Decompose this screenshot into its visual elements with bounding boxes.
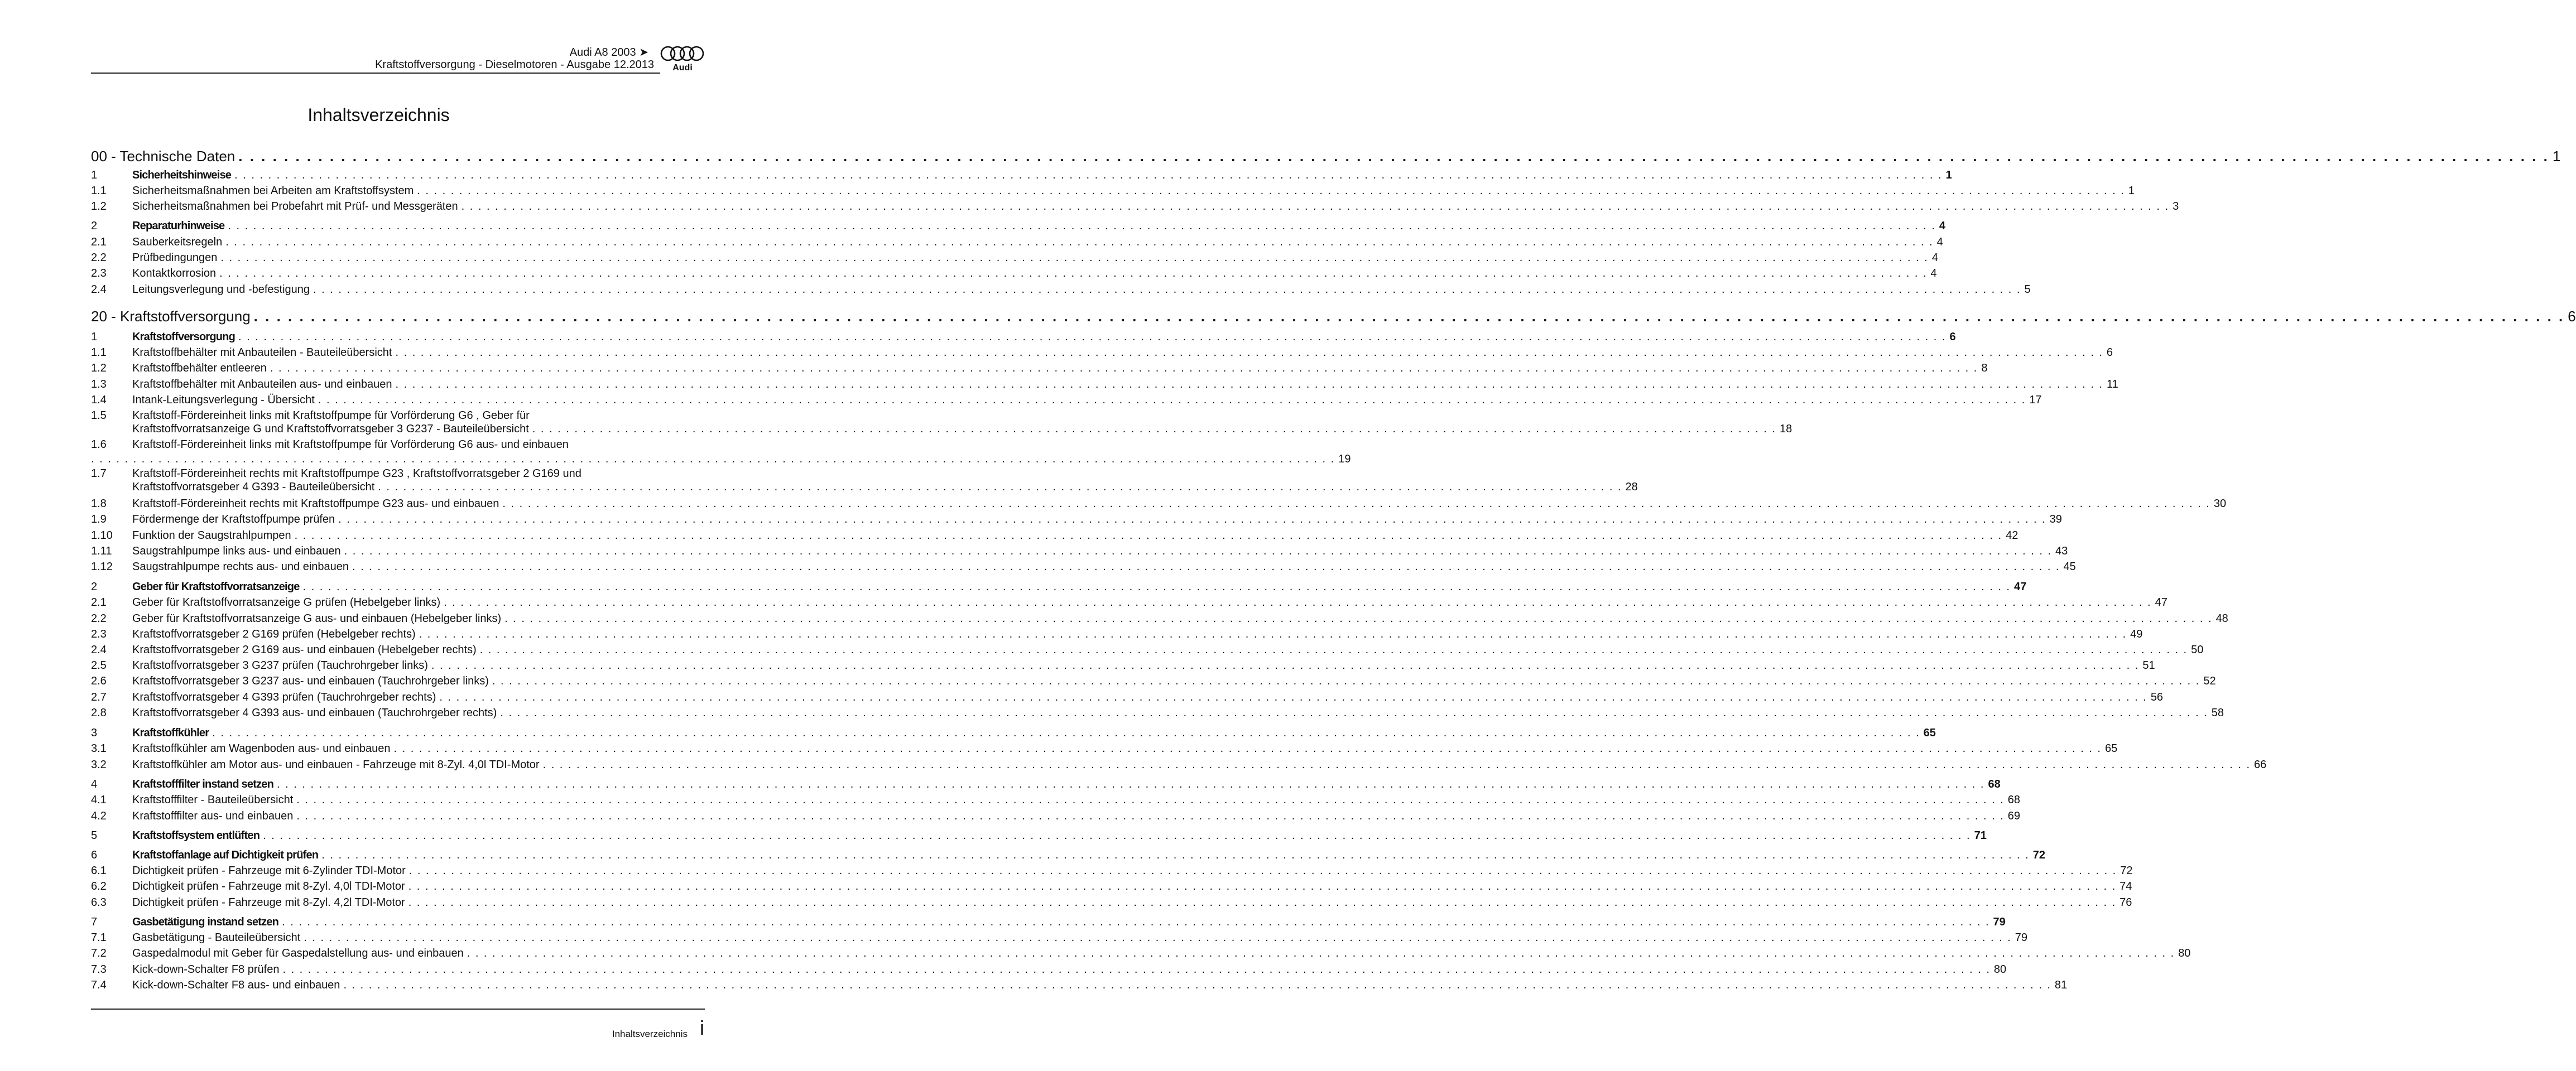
entry-page: 65: [1923, 727, 1936, 739]
entry-number: 1.4: [91, 394, 107, 406]
entry-number: 2.8: [91, 707, 107, 719]
toc-entry[interactable]: [91, 378, 2118, 391]
entry-page: 1: [2128, 185, 2135, 197]
entry-label: Kraftstoffversorgung: [132, 331, 236, 343]
entry-page: 50: [2191, 644, 2204, 656]
leader-dots: [417, 185, 2125, 197]
entry-label: Dichtigkeit prüfen - Fahrzeuge mit 8-Zyl. 4,0l TDI-Motor: [132, 880, 405, 893]
entry-page: 30: [2213, 498, 2227, 510]
entry-number: 7.2: [91, 947, 107, 959]
toc-entry[interactable]: [91, 185, 2135, 197]
entry-page: 4: [1939, 220, 1945, 232]
entry-number: 7.3: [91, 963, 107, 976]
entry-number: 4: [91, 778, 98, 790]
leader-dots: [225, 236, 1933, 249]
entry-page: 28: [1625, 481, 1638, 493]
entry-page: 68: [2007, 794, 2020, 806]
entry-page: 1: [1945, 169, 1952, 181]
toc-entry[interactable]: [91, 498, 2227, 510]
entry-number: 1: [91, 169, 98, 181]
toc-entry[interactable]: [91, 267, 1937, 280]
entry-number: 1.6: [91, 438, 107, 451]
toc-entry[interactable]: [91, 545, 2068, 558]
toc-entry[interactable]: [91, 759, 2267, 771]
toc-entry[interactable]: [91, 742, 2118, 755]
toc-entry[interactable]: [91, 707, 2224, 720]
toc-entry[interactable]: [91, 596, 2168, 609]
leader-dots: [303, 581, 2011, 594]
entry-label: Kraftstoffkühler: [132, 727, 209, 739]
leader-dots: [321, 849, 2029, 862]
leader-dots: [409, 865, 2117, 877]
entry-number: 4.2: [91, 810, 107, 822]
toc-entry[interactable]: [91, 675, 2216, 688]
toc-entry[interactable]: [91, 252, 1938, 264]
entry-number: 1.10: [91, 529, 113, 542]
entry-number: 2.1: [91, 596, 107, 609]
entry-label: Kraftstoffsystem entlüften: [132, 829, 260, 842]
entry-number: 2: [91, 581, 98, 593]
entry-number: 3: [91, 727, 98, 739]
entry-label: Kraftstofffilter - Bauteileübersicht: [132, 794, 294, 806]
entry-page: 80: [1993, 963, 2007, 976]
entry-page: 79: [2015, 932, 2028, 944]
toc-entry[interactable]: [91, 220, 1945, 233]
entry-number: 1.1: [91, 346, 107, 359]
entry-label: Gasbetätigung instand setzen: [132, 916, 279, 928]
entry-page: 47: [2014, 581, 2027, 593]
leader-dots: [492, 675, 2200, 688]
entry-label: Reparaturhinweise: [132, 220, 225, 232]
entry-number: 1.2: [91, 200, 107, 213]
leader-dots: [304, 932, 2011, 944]
entry-number: 3.2: [91, 759, 107, 771]
entry-page: 17: [2029, 394, 2042, 406]
entry-label: Kraftstoffvorratsgeber 2 G169 aus- und einbauen (Hebelgeber rechts): [132, 644, 477, 656]
entry-page: 72: [2032, 849, 2045, 861]
toc-entry[interactable]: [91, 896, 2132, 909]
entry-label: Sicherheitshinweise: [132, 169, 232, 181]
entry-label: Gasbetätigung - Bauteileübersicht: [132, 932, 301, 944]
entry-label: Leitungsverlegung und -befestigung: [132, 283, 310, 296]
leader-dots: [500, 707, 2208, 720]
leader-dots: [467, 947, 2175, 960]
toc-entry[interactable]: [91, 778, 2001, 791]
toc-entry[interactable]: [91, 612, 2228, 625]
entry-page: 6: [1949, 331, 1956, 343]
leader-dots: [318, 394, 2026, 407]
entry-page: 42: [2006, 529, 2018, 542]
leader-dots: [228, 220, 1935, 233]
entry-label: Kraftstofffilter aus- und einbauen: [132, 810, 294, 822]
leader-dots: [220, 252, 1928, 264]
entry-page: 56: [2150, 691, 2164, 703]
leader-dots: [344, 545, 2052, 558]
entry-number: 2.5: [91, 659, 107, 672]
leader-dots: [543, 759, 2251, 771]
leader-dots: [254, 308, 2565, 325]
entry-number: 1: [91, 331, 98, 343]
entry-number: 2.7: [91, 691, 107, 703]
toc-entry[interactable]: [91, 932, 2028, 944]
entry-number: 2.1: [91, 236, 107, 248]
leader-dots: [282, 916, 1989, 929]
entry-page: 69: [2007, 810, 2021, 822]
entry-page: 6: [2106, 346, 2113, 359]
entry-label: Kontaktkorrosion: [132, 267, 217, 279]
leader-dots: [282, 963, 1990, 976]
entry-page: 47: [2155, 596, 2168, 609]
chapter-label: 20 - Kraftstoffversorgung: [91, 308, 251, 325]
entry-number: 2.3: [91, 628, 107, 640]
entry-page: 66: [2254, 759, 2267, 771]
entry-page: 11: [2106, 378, 2118, 390]
toc-entry[interactable]: [91, 829, 1987, 842]
entry-number: 2: [91, 220, 98, 232]
leader-dots: [419, 628, 2127, 641]
entry-label: Dichtigkeit prüfen - Fahrzeuge mit 8-Zyl. 4,2l TDI-Motor: [132, 896, 405, 909]
entry-page: 65: [2104, 742, 2118, 755]
entry-number: 2.2: [91, 252, 107, 264]
toc-entry[interactable]: [91, 865, 2133, 877]
entry-page: 19: [1338, 453, 1351, 465]
entry-label: Kraftstoffvorratsgeber 3 G237 prüfen (Tauchrohrgeber links): [132, 659, 428, 672]
leader-dots: [504, 612, 2212, 625]
entry-label: Sicherheitsmaßnahmen bei Arbeiten am Kraftstoffsystem: [132, 185, 414, 197]
entry-page: 8: [1981, 362, 1988, 374]
entry-label: Kraftstoffanlage auf Dichtigkeit prüfen: [132, 849, 319, 861]
entry-label: Kraftstoffbehälter mit Anbauteilen aus- und einbauen: [132, 378, 392, 390]
leader-dots: [408, 896, 2116, 909]
chapter-page: 6: [2568, 308, 2576, 325]
entry-label: Kraftstoffvorratsgeber 4 G393 aus- und einbauen (Tauchrohrgeber rechts): [132, 707, 497, 719]
leader-dots: [352, 561, 2060, 573]
entry-label: Geber für Kraftstoffvorratsanzeige G prüfen (Hebelgeber links): [132, 596, 441, 609]
entry-number: 2.4: [91, 644, 107, 656]
page-header: [91, 44, 708, 75]
entry-label: Geber für Kraftstoffvorratsanzeige: [132, 581, 300, 593]
header-model: Audi A8 2003 ➤: [569, 46, 648, 59]
entry-label: Intank-Leitungsverlegung - Übersicht: [132, 394, 315, 406]
entry-label: Geber für Kraftstoffvorratsanzeige G aus- und einbauen (Hebelgeber links): [132, 612, 502, 625]
leader-dots: [234, 169, 1942, 182]
entry-page: 45: [2063, 561, 2076, 573]
toc-entry[interactable]: [91, 794, 2020, 807]
entry-label: Saugstrahlpumpe rechts aus- und einbauen: [132, 561, 349, 573]
entry-page: 76: [2120, 896, 2132, 909]
entry-label-line1: Kraftstoff-Fördereinheit links mit Kraftstoffpumpe für Vorförderung G6 aus- und einbauen: [132, 438, 569, 451]
leader-dots: [338, 513, 2046, 526]
toc-entry[interactable]: [91, 236, 1943, 249]
entry-number: 6.2: [91, 880, 107, 893]
entry-number: 5: [91, 829, 98, 842]
toc-entry[interactable]: [91, 691, 2164, 704]
leader-dots: [296, 810, 2004, 823]
entry-page: 51: [2142, 659, 2155, 672]
leader-dots: [277, 778, 1984, 791]
entry-number: 7.4: [91, 979, 107, 991]
entry-number: 1.8: [91, 498, 107, 510]
entry-number: 1.3: [91, 378, 107, 390]
toc-chapter[interactable]: [91, 308, 2576, 325]
leader-dots: [395, 346, 2103, 359]
entry-page: 79: [1993, 916, 2006, 928]
leader-dots: [444, 596, 2151, 609]
entry-label: Kraftstoffbehälter entleeren: [132, 362, 267, 374]
toc-entry[interactable]: [91, 513, 2062, 526]
entry-page: 72: [2120, 865, 2133, 877]
entry-number: 6.3: [91, 896, 107, 909]
entry-page: 18: [1779, 423, 1792, 435]
toc-entry[interactable]: [91, 467, 1638, 496]
toc-entry[interactable]: [91, 880, 2132, 893]
entry-label: Kick-down-Schalter F8 aus- und einbauen: [132, 979, 340, 991]
toc-entry[interactable]: [91, 394, 2042, 407]
entry-label: Prüfbedingungen: [132, 252, 218, 264]
entry-label: Fördermenge der Kraftstoffpumpe prüfen: [132, 513, 335, 525]
toc-entry[interactable]: [91, 346, 2113, 359]
entry-number: 3.1: [91, 742, 107, 755]
toc-entry[interactable]: [91, 200, 2179, 213]
leader-dots: [313, 283, 2021, 296]
entry-number: 1.9: [91, 513, 107, 525]
header-rule: [91, 73, 660, 74]
entry-number: 2.6: [91, 675, 107, 687]
toc-chapter[interactable]: [91, 148, 2561, 165]
entry-number: 2.4: [91, 283, 107, 296]
toc-entry[interactable]: [91, 169, 1952, 182]
entry-number: 1.7: [91, 467, 107, 480]
toc-entry[interactable]: [91, 963, 2007, 976]
toc-entry[interactable]: [91, 947, 2191, 960]
toc-entry[interactable]: [91, 979, 2068, 992]
entry-number: 2.3: [91, 267, 107, 279]
entry-page: 48: [2215, 612, 2228, 625]
footer-rule: [91, 1009, 705, 1010]
entry-label-line1: Kraftstoff-Fördereinheit links mit Kraftstoffpumpe für Vorförderung G6 , Geber für: [132, 409, 530, 422]
leader-dots: [295, 529, 2002, 542]
toc-entry[interactable]: [91, 362, 1988, 375]
entry-number: 4.1: [91, 794, 107, 806]
entry-page: 39: [2049, 513, 2062, 525]
entry-label: Sauberkeitsregeln: [132, 236, 223, 248]
toc-entry[interactable]: [91, 628, 2143, 641]
footer-label: Inhaltsverzeichnis: [612, 1029, 688, 1039]
toc-entry[interactable]: [91, 916, 2006, 929]
leader-dots: [238, 331, 1946, 344]
toc-entry[interactable]: [91, 659, 2155, 672]
audi-logo: [659, 44, 707, 73]
leader-dots: [480, 644, 2188, 657]
entry-label: Kick-down-Schalter F8 prüfen: [132, 963, 280, 976]
toc-title: Inhaltsverzeichnis: [307, 105, 450, 125]
entry-label: Dichtigkeit prüfen - Fahrzeuge mit 6-Zylinder TDI-Motor: [132, 865, 406, 877]
leader-dots: [396, 378, 2103, 391]
entry-number: 7.1: [91, 932, 107, 944]
toc-entry[interactable]: [91, 727, 1936, 740]
toc-entry[interactable]: [91, 810, 2021, 823]
entry-page: 81: [2054, 979, 2068, 991]
toc-entry[interactable]: [91, 849, 2045, 862]
leader-dots: [394, 742, 2102, 755]
entry-page: 5: [2024, 283, 2031, 296]
entry-page: 4: [1930, 267, 1937, 279]
toc-entry[interactable]: [91, 283, 2031, 296]
leader-dots: [532, 423, 1776, 436]
entry-number: 7: [91, 916, 98, 928]
entry-label: Kraftstoffkühler am Motor aus- und einbauen - Fahrzeuge mit 8-Zyl. 4,0l TDI-Motor: [132, 759, 540, 771]
toc-entry[interactable]: [91, 529, 2018, 542]
entry-label: Kraftstofffilter instand setzen: [132, 778, 274, 790]
leader-dots: [408, 880, 2116, 893]
header-subtitle: Kraftstoffversorgung - Dieselmotoren - Ausgabe 12.2013: [375, 59, 654, 71]
entry-label: Kraftstoffvorratsgeber 2 G169 prüfen (Hebelgeber rechts): [132, 628, 416, 640]
entry-label: Kraftstoffvorratsgeber 4 G393 prüfen (Tauchrohrgeber rechts): [132, 691, 436, 703]
entry-label: Kraftstoff-Fördereinheit rechts mit Kraftstoffpumpe G23 aus- und einbauen: [132, 498, 499, 510]
entry-label: Saugstrahlpumpe links aus- und einbauen: [132, 545, 341, 557]
entry-page: 43: [2055, 545, 2068, 557]
leader-dots: [263, 829, 1971, 842]
entry-label: Kraftstoffvorratsgeber 3 G237 aus- und einbauen (Tauchrohrgeber links): [132, 675, 489, 687]
toc-entry[interactable]: [91, 581, 2027, 594]
entry-number: 1.12: [91, 561, 113, 573]
leader-dots: [238, 148, 2549, 165]
leader-dots: [343, 979, 2051, 992]
entry-page: 4: [1936, 236, 1943, 248]
audi-logo-text: Audi: [672, 63, 693, 73]
leader-dots: [462, 200, 2169, 213]
entry-label: Funktion der Saugstrahlpumpen: [132, 529, 291, 542]
toc-entry[interactable]: [91, 644, 2204, 657]
entry-number: 2.2: [91, 612, 107, 625]
entry-number: 1.5: [91, 409, 107, 422]
entry-label-line1: Kraftstoff-Fördereinheit rechts mit Kraftstoffpumpe G23 , Kraftstoffvorratsgeber 2 G169 und: [132, 467, 581, 480]
leader-dots: [91, 453, 1335, 466]
entry-page: 49: [2130, 628, 2143, 640]
entry-page: 3: [2173, 200, 2179, 213]
entry-page: 71: [1974, 829, 1987, 842]
leader-dots: [219, 267, 1927, 280]
entry-number: 1.1: [91, 185, 107, 197]
entry-page: 74: [2120, 880, 2132, 893]
leader-dots: [378, 481, 1622, 494]
chapter-page: 1: [2552, 148, 2561, 165]
entry-label: Kraftstoffkühler am Wagenboden aus- und einbauen: [132, 742, 391, 755]
leader-dots: [431, 659, 2139, 672]
entry-label: Kraftstoffbehälter mit Anbauteilen - Bauteileübersicht: [132, 346, 392, 359]
entry-page: 68: [1988, 778, 2001, 790]
entry-page: 4: [1931, 252, 1938, 264]
entry-label-line2: Kraftstoffvorratsgeber 4 G393 - Bauteileübersicht: [132, 481, 375, 493]
leader-dots: [270, 362, 1978, 375]
entry-label-line2: Kraftstoffvorratsanzeige G und Kraftstoffvorratsgeber 3 G237 - Bauteileübersicht: [132, 423, 529, 435]
leader-dots: [296, 794, 2004, 807]
leader-dots: [212, 727, 1920, 740]
leader-dots: [439, 691, 2147, 704]
toc-entry[interactable]: [91, 409, 1792, 438]
entry-page: 58: [2211, 707, 2224, 719]
chapter-label: 00 - Technische Daten: [91, 148, 236, 165]
entry-page: 52: [2203, 675, 2216, 687]
entry-number: 6: [91, 849, 98, 861]
toc-entry[interactable]: [91, 331, 1956, 344]
entry-label: Gaspedalmodul mit Geber für Gaspedalstellung aus- und einbauen: [132, 947, 464, 959]
leader-dots: [502, 498, 2210, 510]
entry-number: 6.1: [91, 865, 107, 877]
entry-page: 80: [2178, 947, 2191, 959]
toc-entry[interactable]: [91, 438, 1351, 467]
toc-entry[interactable]: [91, 561, 2076, 573]
entry-number: 1.2: [91, 362, 107, 374]
footer-page-number: i: [700, 1016, 704, 1039]
entry-number: 1.11: [91, 545, 112, 557]
entry-label: Sicherheitsmaßnahmen bei Probefahrt mit Prüf- und Messgeräten: [132, 200, 458, 213]
